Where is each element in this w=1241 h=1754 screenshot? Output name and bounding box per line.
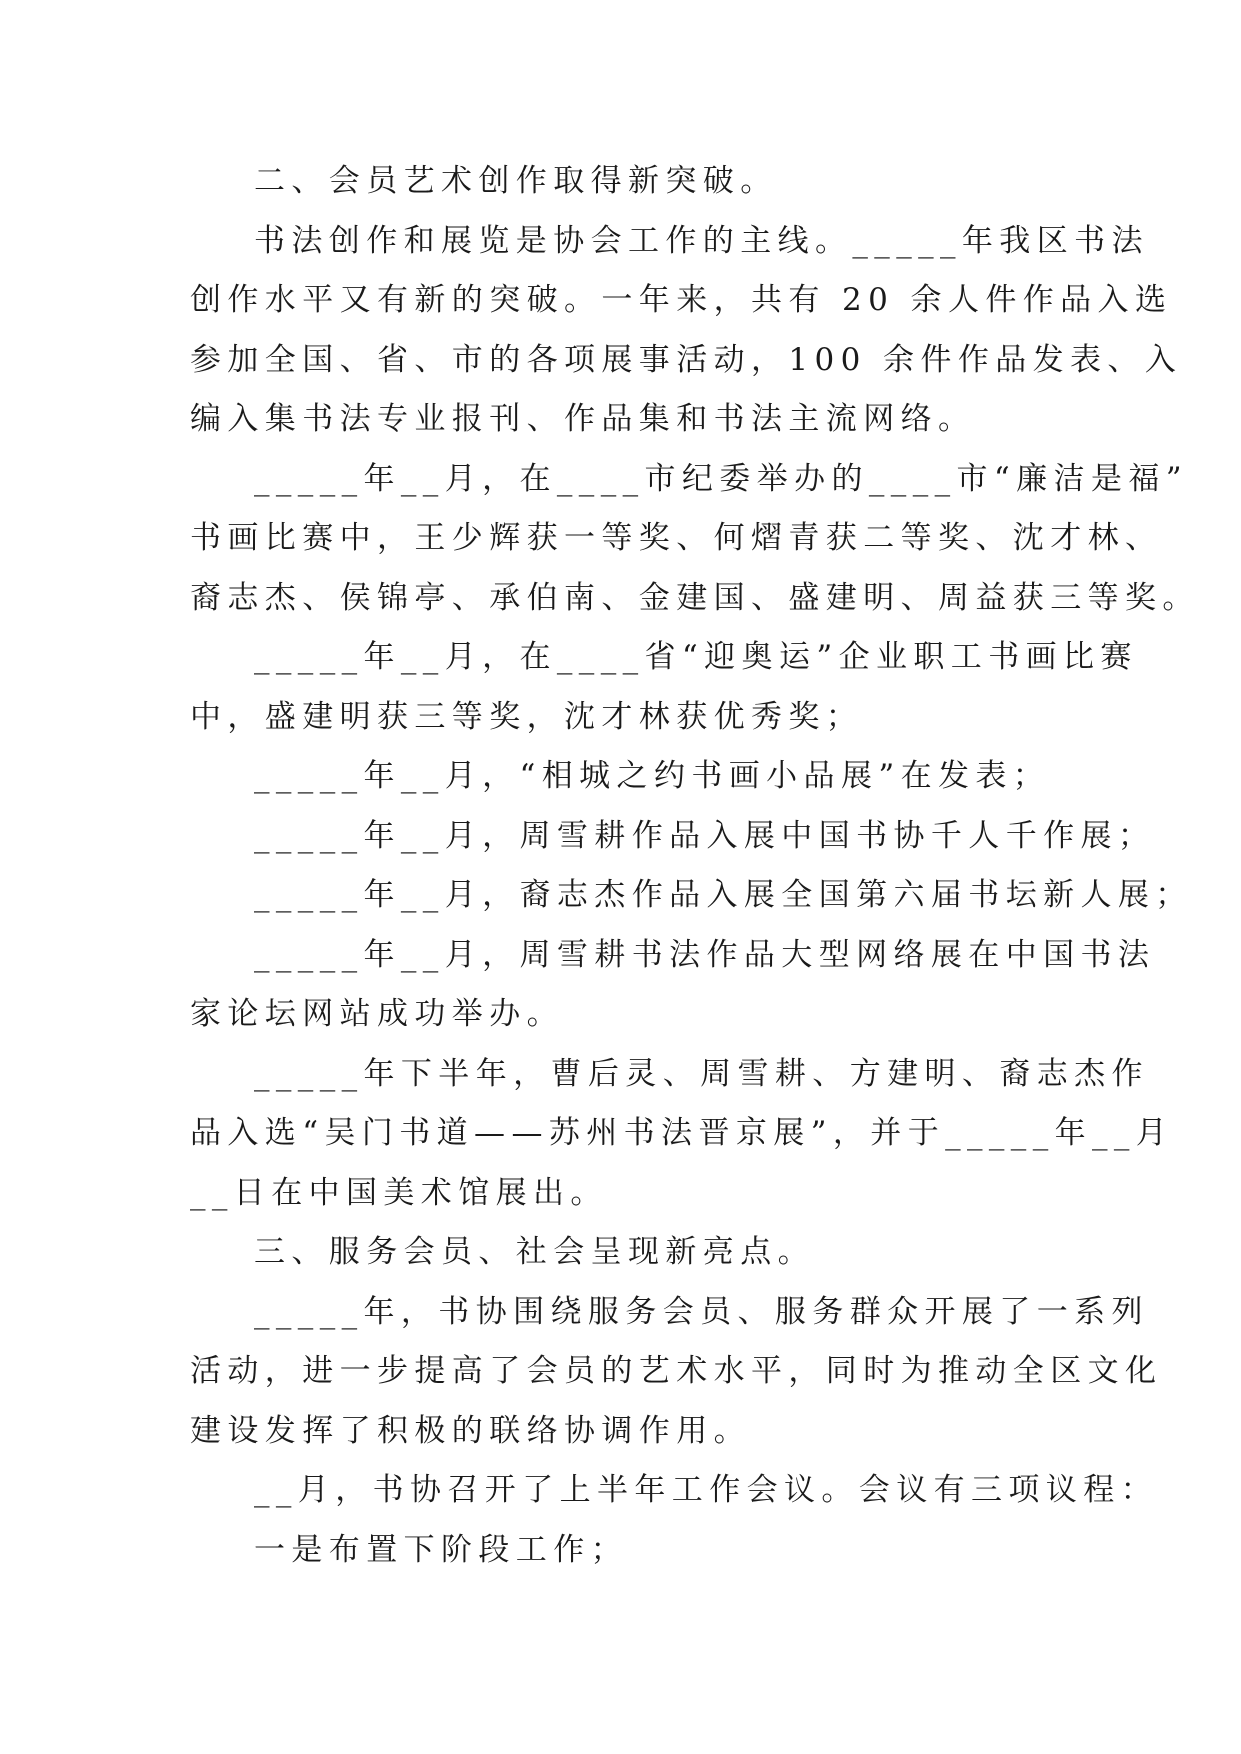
document-body bbox=[190, 152, 1200, 1580]
text-line: 二、会员艺术创作取得新突破。 bbox=[254, 163, 778, 199]
text-line: 建设发挥了积极的联络协调作用。 bbox=[190, 1412, 751, 1449]
text-line: _____年__月，裔志杰作品入展全国第六届书坛新人展； bbox=[254, 877, 1193, 913]
text-line: _____年__月，在____市纪委举办的____市“廉洁是福” bbox=[254, 460, 1188, 497]
text-line: _____年__月，“相城之约书画小品展”在发表； bbox=[254, 758, 1051, 794]
text-line: 一是布置下阶段工作； bbox=[254, 1531, 628, 1568]
text-line: _____年__月，周雪耕作品入展中国书协千人千作展； bbox=[254, 817, 1156, 854]
text-line: 参加全国、省、市的各项展事活动，100 余件作品发表、入 bbox=[190, 341, 1183, 378]
text-line: 家论坛网站成功举办。 bbox=[190, 996, 564, 1032]
text-line: 品入选“吴门书道——苏州书法晋京展”，并于_____年__月 bbox=[190, 1115, 1174, 1151]
text-line: 三、服务会员、社会呈现新亮点。 bbox=[254, 1234, 815, 1270]
text-line: _____年__月，周雪耕书法作品大型网络展在中国书法 bbox=[254, 936, 1156, 973]
text-line: _____年__月，在____省“迎奥运”企业职工书画比赛 bbox=[254, 639, 1138, 675]
text-line: 裔志杰、侯锦亭、承伯南、金建国、盛建明、周益获三等奖。 bbox=[190, 579, 1200, 616]
text-line: _____年，书协围绕服务会员、服务群众开展了一系列 bbox=[254, 1293, 1149, 1330]
text-line: 编入集书法专业报刊、作品集和书法主流网络。 bbox=[190, 401, 976, 437]
text-line: 活动，进一步提高了会员的艺术水平，同时为推动全区文化 bbox=[190, 1353, 1163, 1389]
text-line: 书法创作和展览是协会工作的主线。_____年我区书法 bbox=[254, 222, 1149, 259]
text-line: _____年下半年，曹后灵、周雪耕、方建明、裔志杰作 bbox=[254, 1055, 1149, 1092]
text-line: 创作水平又有新的突破。一年来，共有 20 余人件作品入选 bbox=[190, 282, 1173, 318]
text-line: __日在中国美术馆展出。 bbox=[190, 1174, 608, 1211]
text-line: 书画比赛中，王少辉获一等奖、何熠青获二等奖、沈才林、 bbox=[190, 520, 1163, 556]
text-line: 中，盛建明获三等奖，沈才林获优秀奖； bbox=[190, 698, 864, 735]
text-line: __月，书协召开了上半年工作会议。会议有三项议程： bbox=[254, 1472, 1158, 1508]
